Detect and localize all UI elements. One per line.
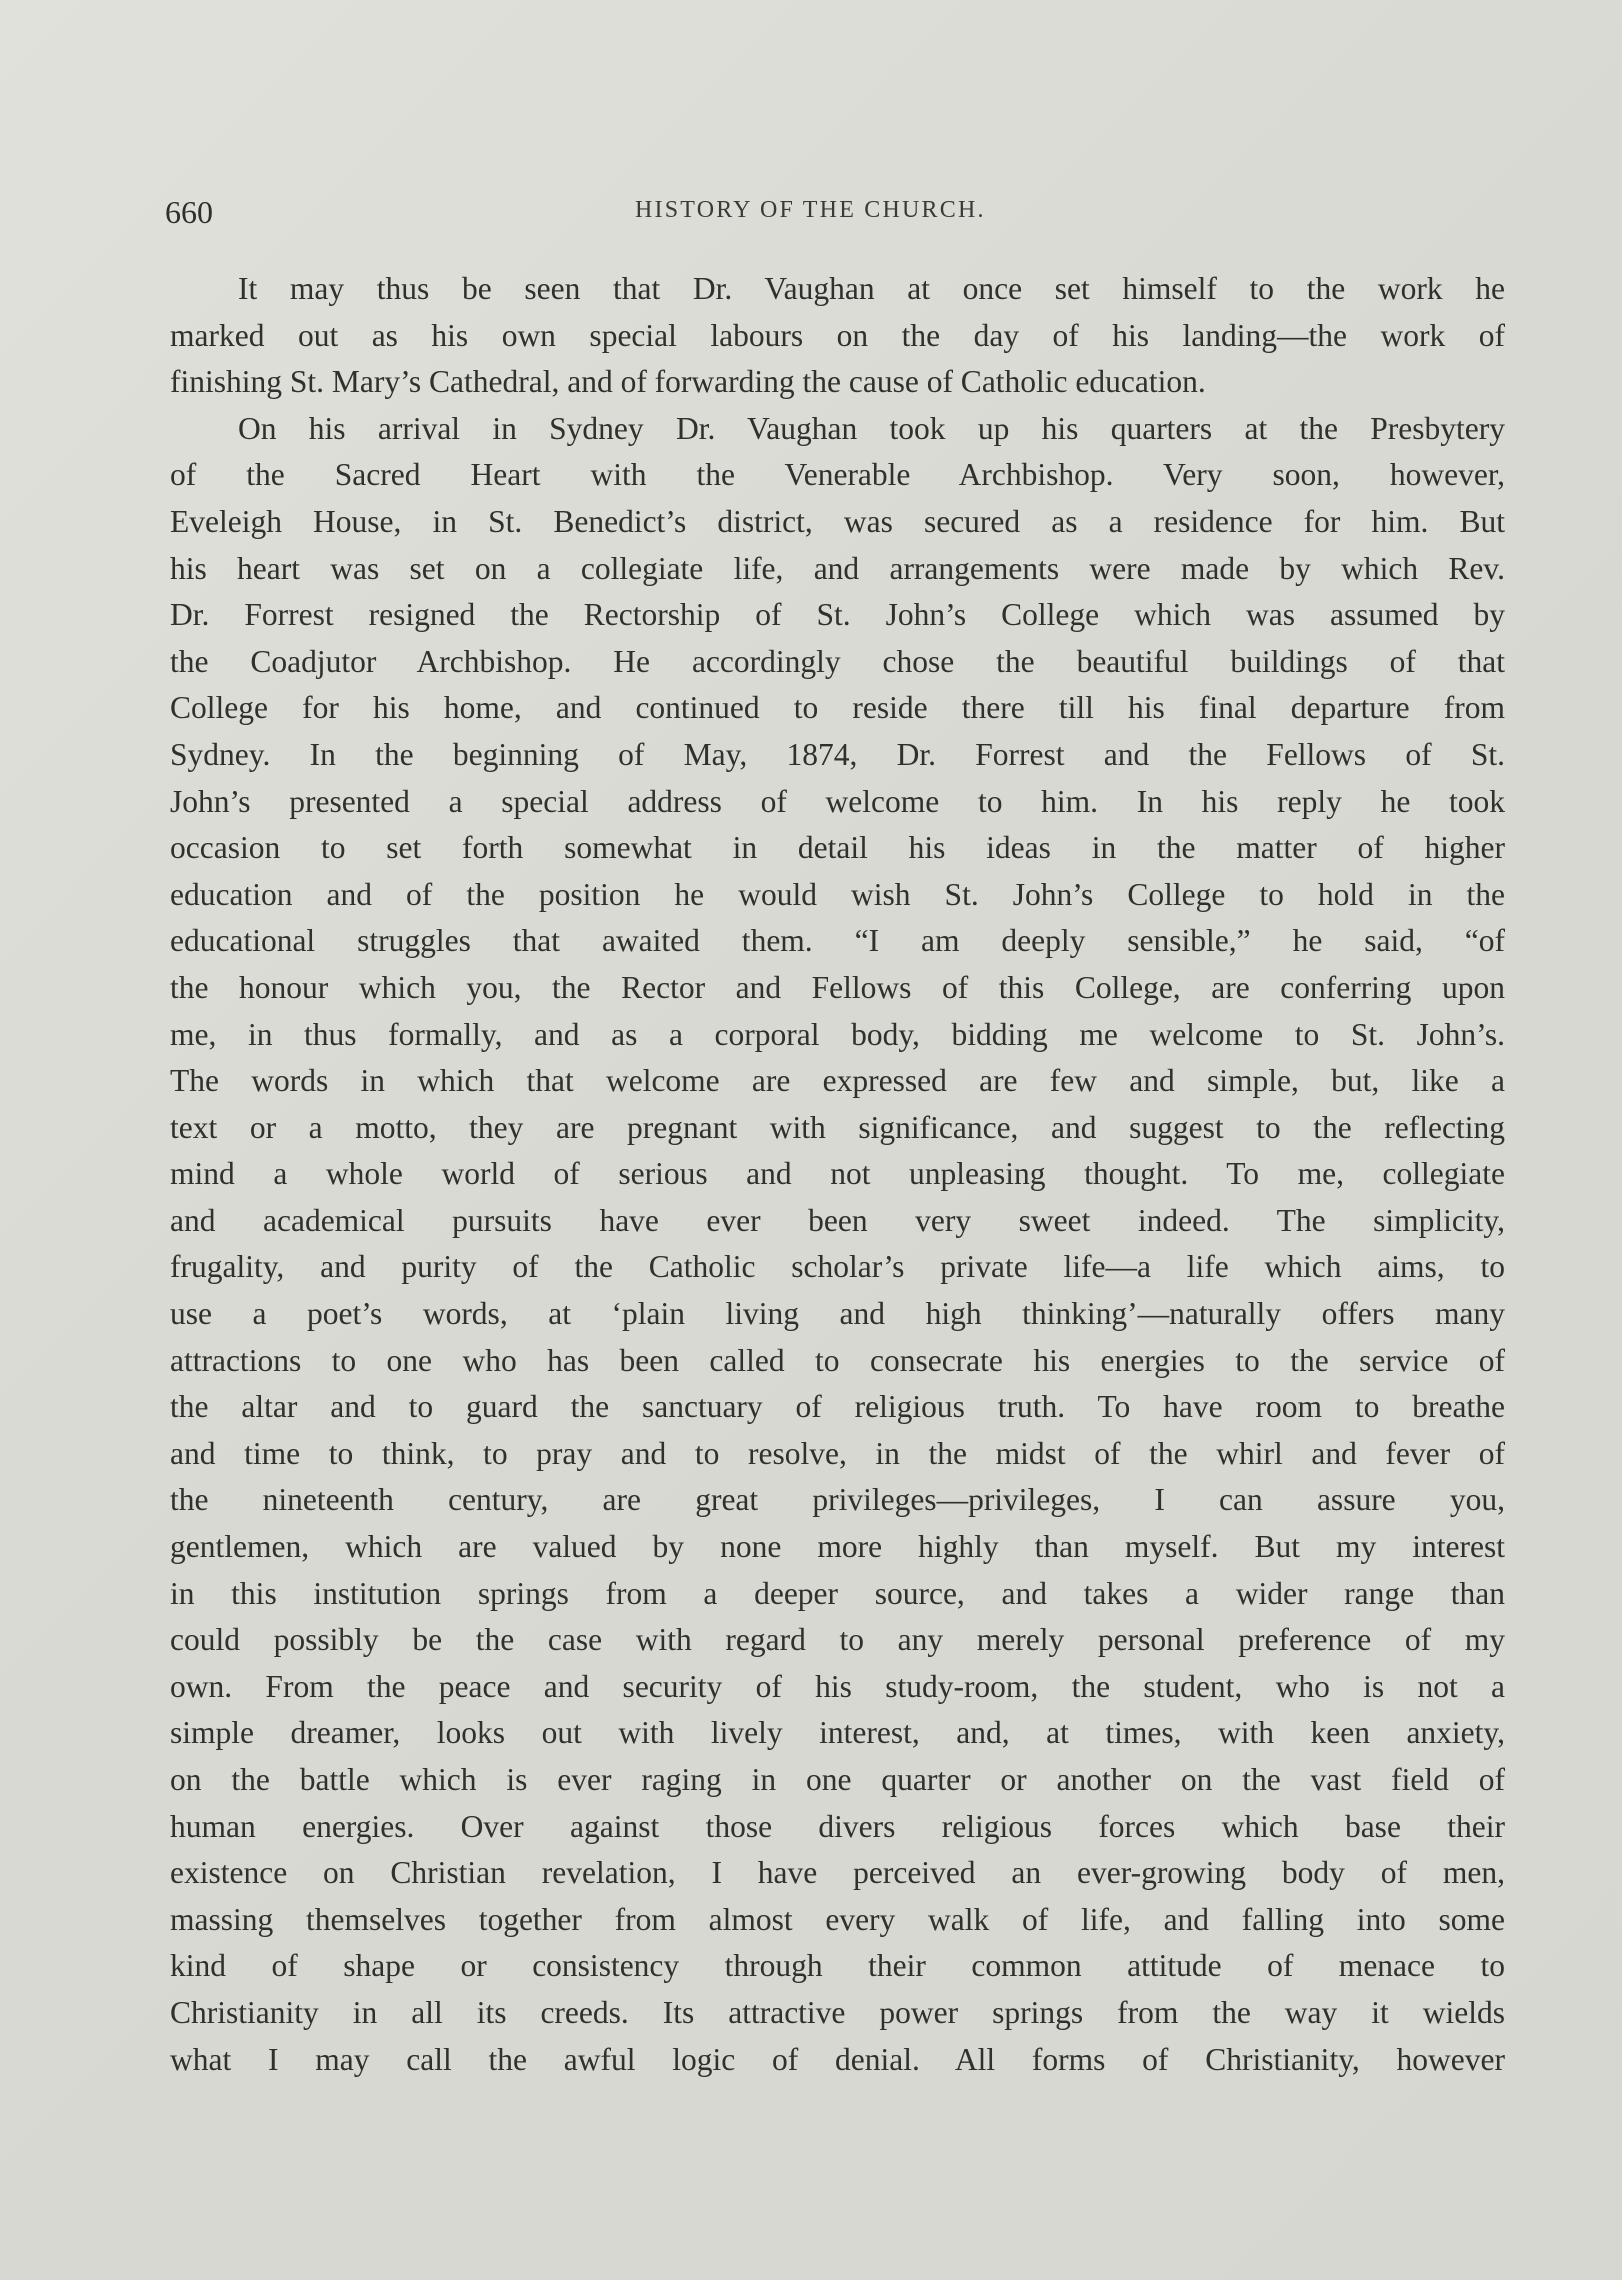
text-line: and time to think, to pray and to resolve, in the midst of the whirl and fever of (170, 1435, 1505, 1471)
text-line: marked out as his own special labours on the day of his landing—the work of (170, 317, 1505, 353)
text-line: the nineteenth century, are great privileges—privileges, I can assure you, (170, 1482, 1505, 1518)
text-line: existence on Christian revelation, I have perceived an ever-growing body of men, (170, 1855, 1505, 1891)
text-line: the honour which you, the Rector and Fellows of this College, are conferring upon (170, 969, 1505, 1005)
text-line: use a poet’s words, at ‘plain living and high thinking’—naturally offers many (170, 1296, 1505, 1332)
text-line: attractions to one who has been called to consecrate his energies to the service of (170, 1342, 1505, 1378)
text-line: the Coadjutor Archbishop. He accordingly chose the beautiful buildings of that (170, 643, 1505, 679)
text-line: in this institution springs from a deeper source, and takes a wider range than (170, 1575, 1505, 1611)
body-text (170, 266, 1505, 2083)
text-line: own. From the peace and security of his study-room, the student, who is not a (170, 1668, 1505, 1704)
text-line: John’s presented a special address of welcome to him. In his reply he took (170, 783, 1505, 819)
text-line: mind a whole world of serious and not unpleasing thought. To me, collegiate (170, 1156, 1505, 1192)
text-line: Dr. Forrest resigned the Rectorship of St. John’s College which was assumed by (170, 597, 1505, 633)
running-head: HISTORY OF THE CHURCH. (635, 197, 986, 223)
page-number: 660 (165, 194, 213, 230)
text-line: educational struggles that awaited them. “I am deeply sensible,” he said, “of (170, 923, 1505, 959)
text-line: what I may call the awful logic of denial. All forms of Christianity, however (170, 2041, 1505, 2077)
text-line: gentlemen, which are valued by none more highly than myself. But my interest (170, 1529, 1505, 1565)
text-line: text or a motto, they are pregnant with significance, and suggest to the reflecting (170, 1109, 1505, 1145)
text-line: Sydney. In the beginning of May, 1874, Dr. Forrest and the Fellows of St. (170, 736, 1505, 772)
text-line: kind of shape or consistency through their common attitude of menace to (170, 1948, 1505, 1984)
text-line: College for his home, and continued to reside there till his final departure from (170, 690, 1505, 726)
text-line: me, in thus formally, and as a corporal body, bidding me welcome to St. John’s. (170, 1016, 1505, 1052)
text-line: on the battle which is ever raging in one quarter or another on the vast field of (170, 1762, 1505, 1797)
text-line: his heart was set on a collegiate life, and arrangements were made by which Rev. (170, 550, 1505, 586)
text-line: and academical pursuits have ever been very sweet indeed. The simplicity, (170, 1202, 1505, 1238)
page-header (165, 192, 1505, 232)
text-line: human energies. Over against those divers religious forces which base their (170, 1808, 1505, 1844)
text-line: The words in which that welcome are expressed are few and simple, but, like a (170, 1063, 1505, 1099)
text-line: frugality, and purity of the Catholic scholar’s private life—a life which aims, to (170, 1249, 1505, 1285)
text-line: education and of the position he would wish St. John’s College to hold in the (170, 876, 1505, 912)
text-line: Christianity in all its creeds. Its attractive power springs from the way it wields (170, 1994, 1505, 2030)
text-line: It may thus be seen that Dr. Vaughan at once set himself to the work he (238, 271, 1505, 306)
text-line: Eveleigh House, in St. Benedict’s district, was secured as a residence for him. But (170, 503, 1505, 539)
text-line: of the Sacred Heart with the Venerable Archbishop. Very soon, however, (170, 457, 1505, 493)
text-line: the altar and to guard the sanctuary of religious truth. To have room to breathe (170, 1389, 1505, 1425)
text-line: massing themselves together from almost every walk of life, and falling into some (170, 1901, 1505, 1937)
text-line: could possibly be the case with regard to any merely personal preference of my (170, 1622, 1505, 1658)
text-line: On his arrival in Sydney Dr. Vaughan took up his quarters at the Presbytery (238, 410, 1505, 446)
text-line: occasion to set forth somewhat in detail his ideas in the matter of higher (170, 830, 1505, 866)
text-line: finishing St. Mary’s Cathedral, and of forwarding the cause of Catholic education. (170, 364, 1206, 400)
text-line: simple dreamer, looks out with lively interest, and, at times, with keen anxiety, (170, 1715, 1505, 1751)
